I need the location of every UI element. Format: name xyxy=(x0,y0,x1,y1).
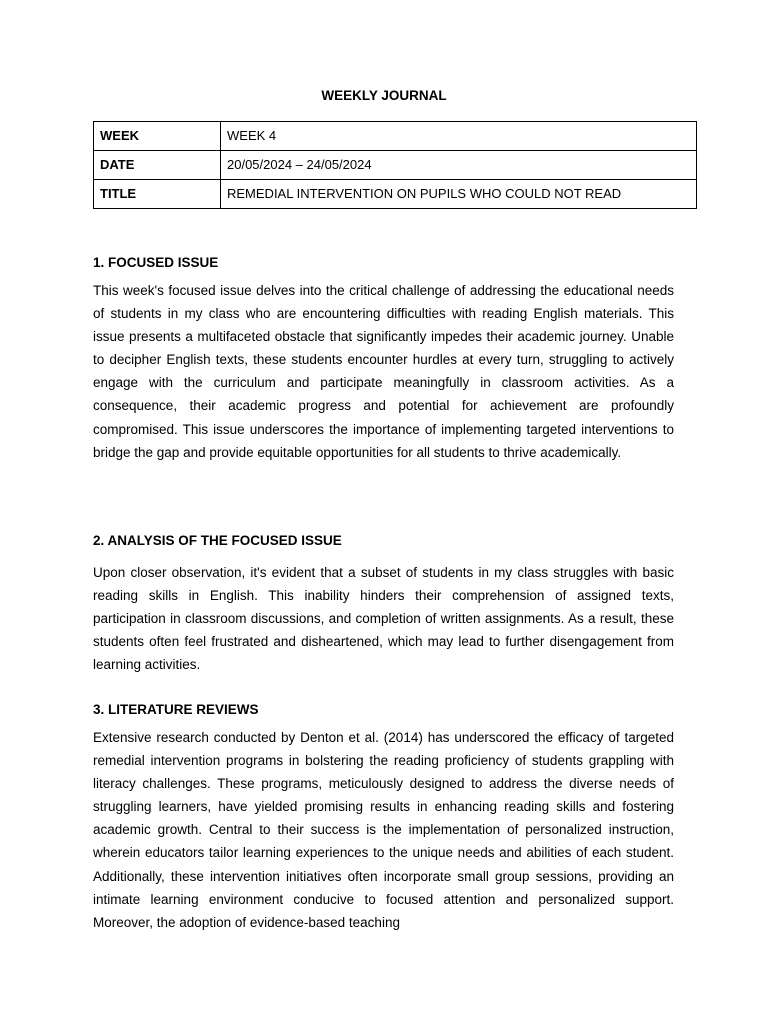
table-row-date xyxy=(94,151,697,180)
journal-info-table xyxy=(93,121,697,209)
section-body-analysis: Upon closer observation, it's evident that a subset of students in my class struggles with basic reading skills in English. This inability hinders their comprehension of assigned texts, participation in classroom discussions, and completion of written assignments. As a result, these students often feel frustrated and disheartened, which may lead to further disengagement from learning activities. xyxy=(93,565,674,673)
section-heading-focused-issue: 1. FOCUSED ISSUE xyxy=(93,255,219,270)
table-row-week xyxy=(94,122,697,151)
document-title: WEEKLY JOURNAL xyxy=(321,88,447,103)
date-value: 20/05/2024 – 24/05/2024 xyxy=(221,151,697,180)
section-heading-analysis: 2. ANALYSIS OF THE FOCUSED ISSUE xyxy=(93,533,342,548)
week-value: WEEK 4 xyxy=(221,122,697,151)
section-body-focused-issue: This week's focused issue delves into the critical challenge of addressing the educational needs of students in my class who are encountering difficulties with reading English materials. This issue presents a multifaceted obstacle that significantly impedes their academic journey. Unable to decipher English texts, these students encounter hurdles at every turn, struggling to actively engage with the curriculum and participate meaningfully in classroom activities. As a consequence, their academic progress and potential for achievement are profoundly compromised. This issue underscores the importance of implementing targeted interventions to bridge the gap and provide equitable opportunities for all students to thrive academically. xyxy=(93,283,674,460)
title-label: TITLE xyxy=(94,180,221,209)
section-heading-literature-reviews: 3. LITERATURE REVIEWS xyxy=(93,702,259,717)
title-value: REMEDIAL INTERVENTION ON PUPILS WHO COULD NOT READ xyxy=(221,180,697,209)
date-label: DATE xyxy=(94,151,221,180)
table-row-title xyxy=(94,180,697,209)
section-body-literature-reviews: Extensive research conducted by Denton et al. (2014) has underscored the efficacy of targeted remedial intervention programs in bolstering the reading proficiency of students grappling with literacy challenges. These programs, meticulously designed to address the diverse needs of struggling learners, have yielded promising results in enhancing reading skills and fostering academic growth. Central to their success is the implementation of personalized instruction, wherein educators tailor learning experiences to the unique needs and abilities of each student. Additionally, these intervention initiatives often incorporate small group sessions, providing an intimate learning environment conducive to focused attention and personalized support. Moreover, the adoption of evidence-based teaching xyxy=(93,730,674,930)
week-label: WEEK xyxy=(94,122,221,151)
